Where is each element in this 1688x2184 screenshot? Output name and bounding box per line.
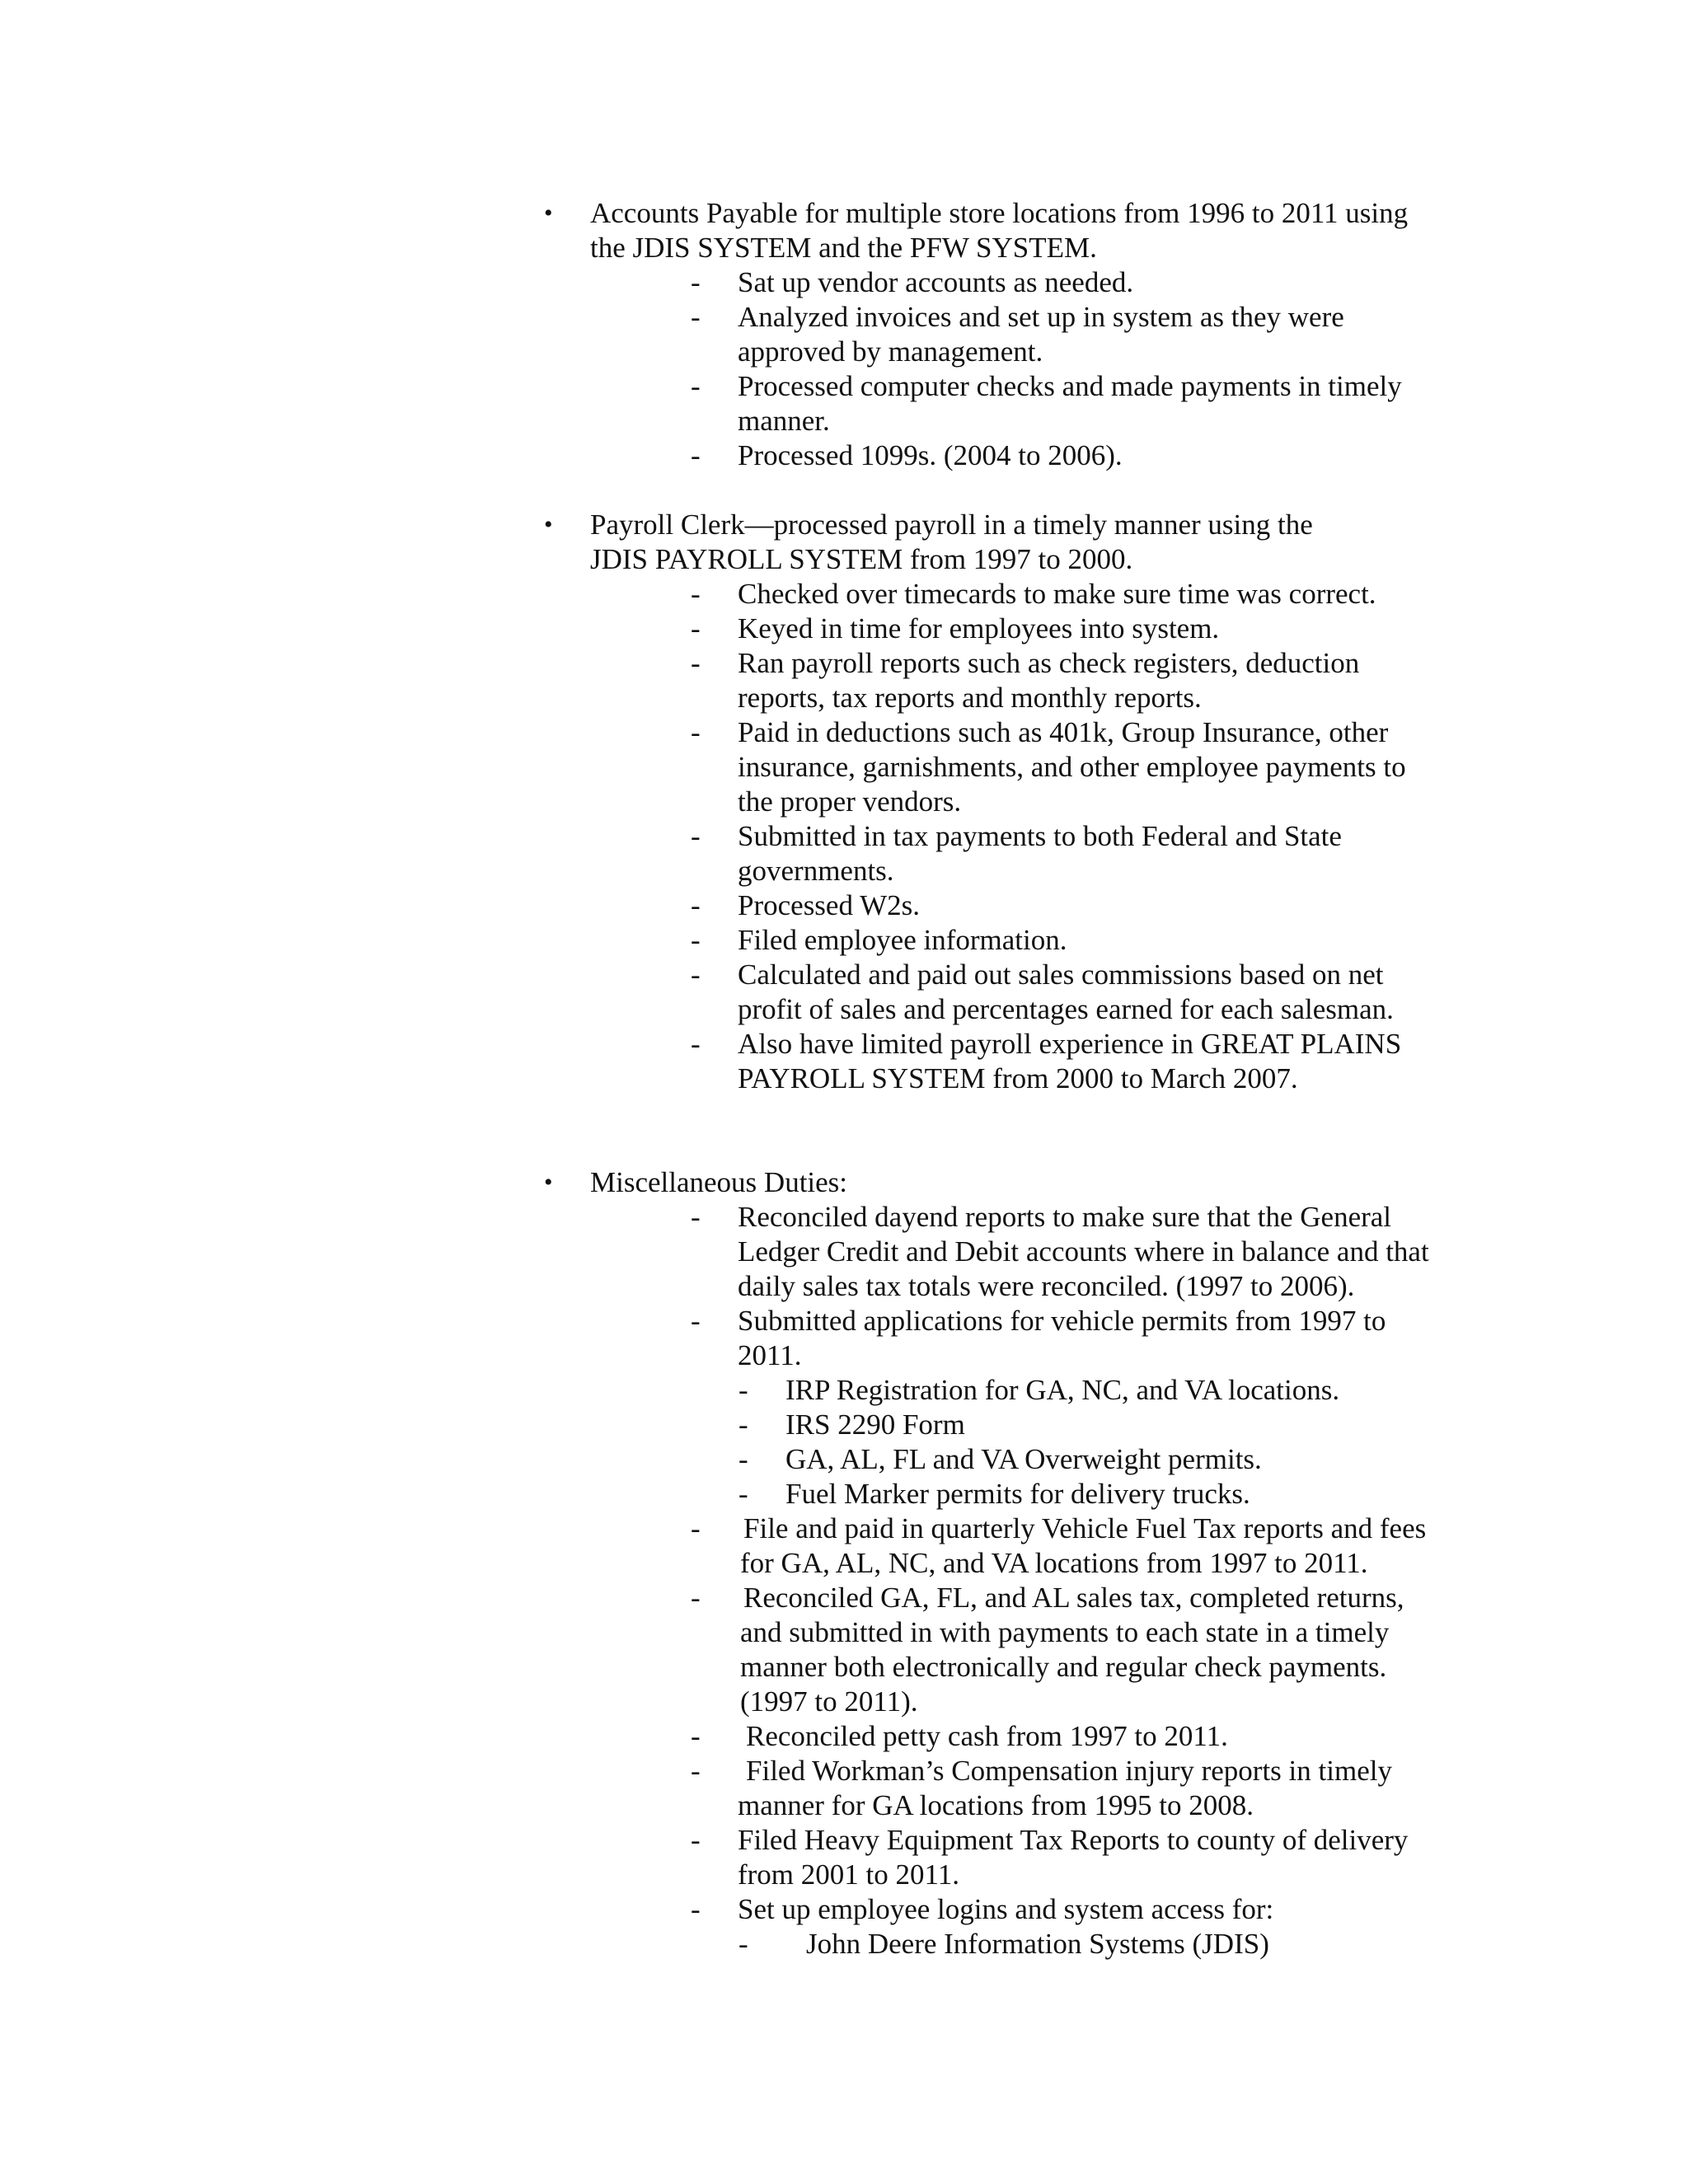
- list-item: Reconciled GA, FL, and AL sales tax, completed returns,: [743, 1582, 1404, 1614]
- section-heading-line: the JDIS SYSTEM and the PFW SYSTEM.: [590, 232, 1097, 264]
- list-item: Keyed in time for employees into system.: [738, 612, 1220, 644]
- list-item-marker: -: [691, 301, 701, 333]
- list-item: 2011.: [738, 1339, 802, 1371]
- list-item: reports, tax reports and monthly reports.: [738, 682, 1202, 714]
- list-item-marker: -: [691, 1512, 701, 1544]
- list-item-marker: -: [691, 612, 701, 644]
- list-item: Reconciled dayend reports to make sure that the General: [738, 1201, 1392, 1233]
- sub-list-item: IRS 2290 Form: [785, 1408, 965, 1441]
- list-item: Processed W2s.: [738, 889, 920, 921]
- list-item-marker: -: [691, 578, 701, 610]
- list-item-marker: -: [691, 1582, 701, 1614]
- list-item: insurance, garnishments, and other employee payments to: [738, 751, 1406, 783]
- list-item: Paid in deductions such as 401k, Group Insurance, other: [738, 716, 1389, 748]
- list-item: Filed Heavy Equipment Tax Reports to county of delivery: [738, 1824, 1409, 1856]
- sub-list-item: IRP Registration for GA, NC, and VA locations.: [785, 1374, 1340, 1406]
- list-item: Reconciled petty cash from 1997 to 2011.: [746, 1720, 1228, 1752]
- list-item-marker: -: [691, 266, 701, 298]
- list-item: Submitted in tax payments to both Federal and State: [738, 820, 1342, 852]
- sub-item-marker: -: [738, 1443, 748, 1475]
- list-item: Calculated and paid out sales commissions based on net: [738, 958, 1384, 991]
- bullet-icon: •: [544, 1169, 553, 1196]
- list-item: from 2001 to 2011.: [738, 1858, 959, 1891]
- list-item: Ledger Credit and Debit accounts where in balance and that: [738, 1235, 1429, 1268]
- section-heading-line: JDIS PAYROLL SYSTEM from 1997 to 2000.: [590, 543, 1133, 575]
- list-item: and submitted in with payments to each state in a timely: [740, 1616, 1390, 1648]
- list-item: Filed employee information.: [738, 924, 1067, 956]
- sub-item-marker: -: [738, 1408, 748, 1441]
- bullet-icon: •: [544, 511, 553, 538]
- list-item: Analyzed invoices and set up in system as they were: [738, 301, 1344, 333]
- list-item: Also have limited payroll experience in GREAT PLAINS: [738, 1028, 1402, 1060]
- list-item: Filed Workman’s Compensation injury reports in timely: [746, 1755, 1392, 1787]
- sub-list-item: John Deere Information Systems (JDIS): [806, 1928, 1269, 1960]
- sub-list-item: Fuel Marker permits for delivery trucks.: [785, 1478, 1250, 1510]
- sub-item-marker: -: [738, 1478, 748, 1510]
- section-heading-line: Accounts Payable for multiple store locations from 1996 to 2011 using: [590, 197, 1409, 229]
- sub-list-item: GA, AL, FL and VA Overweight permits.: [785, 1443, 1262, 1475]
- list-item-marker: -: [691, 1028, 701, 1060]
- bullet-icon: •: [544, 199, 553, 227]
- list-item: manner.: [738, 405, 830, 437]
- list-item: the proper vendors.: [738, 785, 962, 818]
- list-item-marker: -: [691, 647, 701, 679]
- list-item: Checked over timecards to make sure time was correct.: [738, 578, 1376, 610]
- sub-item-marker: -: [738, 1928, 748, 1960]
- list-item: profit of sales and percentages earned for each salesman.: [738, 993, 1394, 1025]
- section-heading-line: Payroll Clerk—processed payroll in a timely manner using the: [590, 509, 1313, 541]
- list-item: governments.: [738, 855, 894, 887]
- list-item-marker: -: [691, 1305, 701, 1337]
- sub-item-marker: -: [738, 1374, 748, 1406]
- section-heading-line: Miscellaneous Duties:: [590, 1166, 848, 1198]
- list-item: manner both electronically and regular check payments.: [740, 1651, 1387, 1683]
- list-item-marker: -: [691, 820, 701, 852]
- list-item: Set up employee logins and system access for:: [738, 1893, 1274, 1925]
- list-item-marker: -: [691, 1755, 701, 1787]
- list-item: (1997 to 2011).: [740, 1685, 918, 1718]
- list-item: manner for GA locations from 1995 to 2008.: [738, 1789, 1254, 1821]
- list-item: approved by management.: [738, 335, 1043, 368]
- list-item: daily sales tax totals were reconciled. (1997 to 2006).: [738, 1270, 1355, 1302]
- list-item: Processed computer checks and made payments in timely: [738, 370, 1402, 402]
- list-item: for GA, AL, NC, and VA locations from 1997 to 2011.: [740, 1547, 1368, 1579]
- list-item-marker: -: [691, 924, 701, 956]
- list-item: File and paid in quarterly Vehicle Fuel Tax reports and fees: [743, 1512, 1427, 1544]
- list-item-marker: -: [691, 1893, 701, 1925]
- list-item-marker: -: [691, 370, 701, 402]
- list-item-marker: -: [691, 1824, 701, 1856]
- list-item-marker: -: [691, 1720, 701, 1752]
- list-item: Submitted applications for vehicle permits from 1997 to: [738, 1305, 1386, 1337]
- list-item: Sat up vendor accounts as needed.: [738, 266, 1134, 298]
- list-item: Ran payroll reports such as check registers, deduction: [738, 647, 1360, 679]
- list-item-marker: -: [691, 1201, 701, 1233]
- list-item-marker: -: [691, 958, 701, 991]
- list-item-marker: -: [691, 889, 701, 921]
- list-item: PAYROLL SYSTEM from 2000 to March 2007.: [738, 1062, 1298, 1094]
- list-item: Processed 1099s. (2004 to 2006).: [738, 439, 1123, 471]
- list-item-marker: -: [691, 716, 701, 748]
- list-item-marker: -: [691, 439, 701, 471]
